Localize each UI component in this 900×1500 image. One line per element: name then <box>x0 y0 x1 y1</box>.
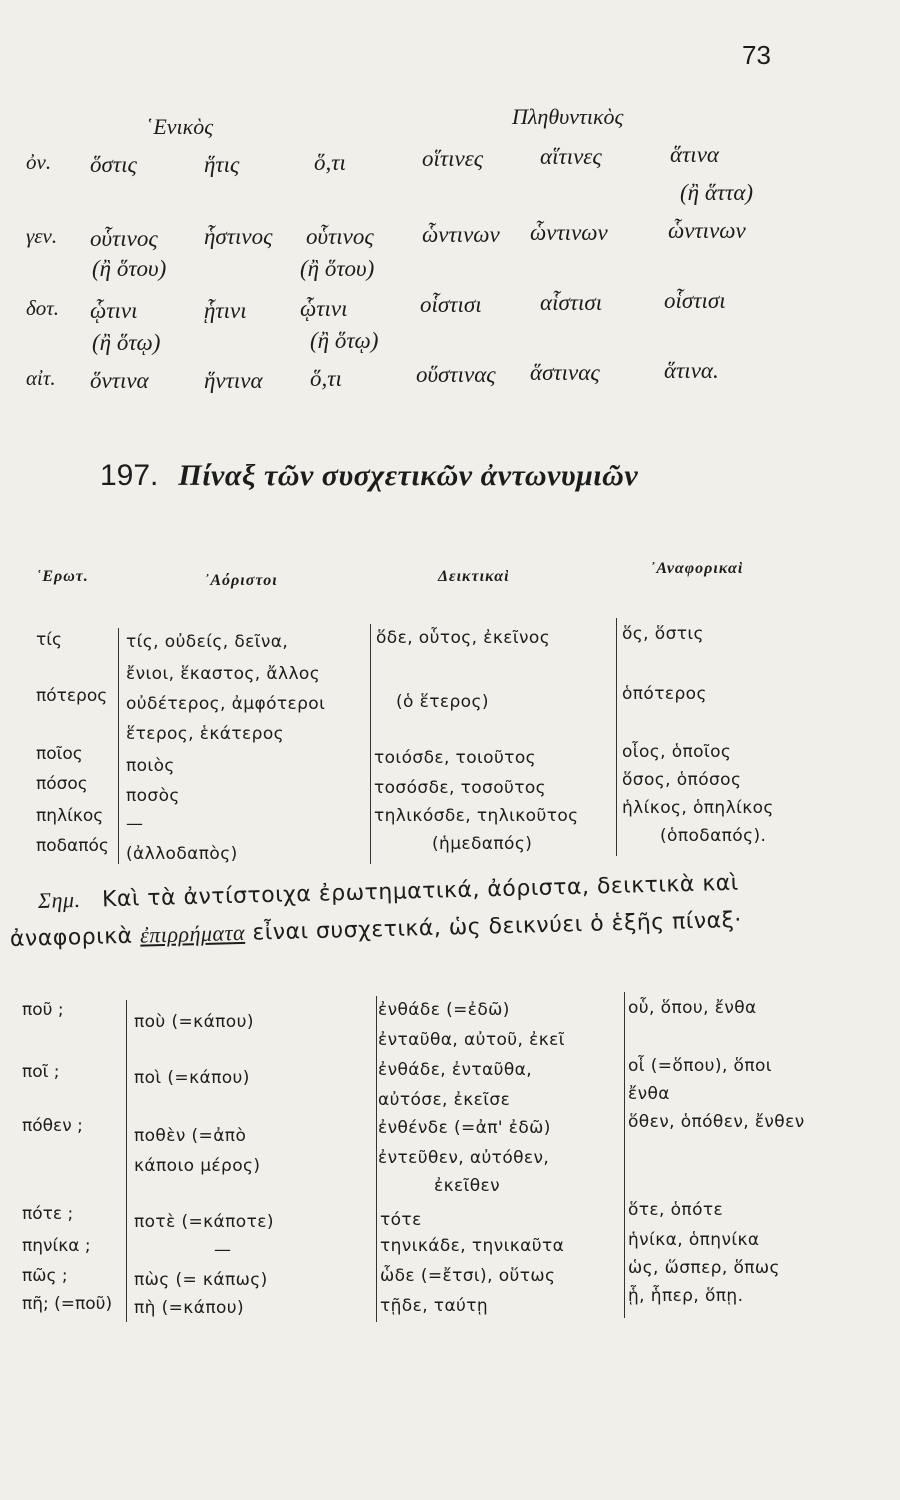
pronoun-form: ὧντινων <box>530 220 608 245</box>
interrogative-word: τίς <box>36 630 62 650</box>
demonstrative-entry: (ἡμεδαπός) <box>432 834 533 854</box>
pronoun-form: ὅντινα <box>90 368 149 393</box>
column-divider <box>370 624 371 864</box>
pronoun-form: ἥτις <box>204 152 240 177</box>
case-label: γεν. <box>26 224 58 248</box>
pronoun-form: ἅτινα. <box>664 358 719 383</box>
relative-entry: ὅτε, ὁπότε <box>628 1200 724 1220</box>
pronoun-form: αἵτινες <box>540 144 602 169</box>
column-divider <box>624 992 625 1318</box>
demonstrative-entry: τηλικόσδε, τηλικοῦτος <box>374 806 579 826</box>
demonstrative-entry: (ὁ ἕτερος) <box>396 692 489 712</box>
relative-entry: ἡνίκα, ὁπηνίκα <box>628 1230 760 1250</box>
indefinite-entry: πὴ (=κάπου) <box>134 1298 245 1318</box>
pronoun-form: ᾧτινι <box>90 298 138 323</box>
demonstrative-entry: τῇδε, ταύτῃ <box>380 1296 489 1316</box>
demonstrative-entry: τηνικάδε, τηνικαῦτα <box>380 1236 565 1256</box>
interrogative-word: πότερος <box>36 686 108 706</box>
pronoun-form: οἷστισι <box>664 288 726 313</box>
interrogative-word: πόθεν ; <box>22 1116 83 1136</box>
interrogative-word: πότε ; <box>22 1204 74 1224</box>
pronoun-form: ὅστις <box>90 152 137 177</box>
alternate-form: (ἢ ὅτῳ) <box>92 330 161 355</box>
relative-entry: ὡς, ὥσπερ, ὅπως <box>628 1258 780 1278</box>
note-line-2a: ἀναφορικὰ <box>9 923 133 952</box>
relative-entry: ἡλίκος, ὁπηλίκος <box>622 798 774 818</box>
interrogative-word: ποῦ ; <box>22 1000 64 1020</box>
pronoun-form: ὅ,τι <box>310 366 342 391</box>
pronoun-form: οἷστισι <box>420 292 482 317</box>
interrogative-word: πηλίκος <box>36 806 104 826</box>
indefinite-entry: ποιὸς <box>126 756 175 776</box>
pronoun-form: οὗτινος <box>90 226 158 251</box>
demonstrative-entry: τοιόσδε, τοιοῦτος <box>374 748 536 768</box>
header-plural: Πληθυντικὸς <box>512 104 624 129</box>
indefinite-entry: — <box>214 1240 232 1260</box>
pronoun-form: οἵτινες <box>422 146 484 171</box>
indefinite-entry: ἔνιοι, ἕκαστος, ἄλλος <box>126 664 321 684</box>
pronoun-form: ᾗτινι <box>204 298 247 323</box>
note-line-1: Καὶ τὰ ἀντίστοιχα ἐρωτηματικά, ἀόριστα, δεικτικὰ καὶ <box>101 870 740 913</box>
interrogative-word: πόσος <box>36 774 88 794</box>
indefinite-entry: ἕτερος, ἑκάτερος <box>126 724 284 744</box>
pronoun-form: ἥντινα <box>204 368 263 393</box>
pronoun-form: οὗτινος <box>306 224 374 249</box>
alternate-form: (ἢ ἅττα) <box>680 180 754 205</box>
pronoun-form: ᾧτινι <box>300 296 348 321</box>
pronoun-form: οὕστινας <box>416 362 496 387</box>
alternate-form: (ἢ ὅτῳ) <box>310 328 379 353</box>
alternate-form: (ἢ ὅτου) <box>300 256 375 281</box>
indefinite-entry: ποτὲ (=κάποτε) <box>134 1212 274 1232</box>
pronoun-form: ὧντινων <box>422 222 500 247</box>
relative-entry: οἷος, ὁποῖος <box>622 742 732 762</box>
demonstrative-entry: ὧδε (=ἔτσι), οὕτως <box>380 1266 556 1286</box>
relative-entry: ὅς, ὅστις <box>622 624 704 644</box>
indefinite-entry: πὼς (= κάπως) <box>134 1270 268 1290</box>
indefinite-entry: ποὶ (=κάπου) <box>134 1068 250 1088</box>
interrogative-word: πηνίκα ; <box>22 1236 91 1256</box>
demonstrative-entry: αὐτόσε, ἐκεῖσε <box>378 1090 511 1110</box>
relative-entry: ὅθεν, ὁπόθεν, ἔνθεν <box>628 1112 805 1132</box>
indefinite-entry: κάποιο μέρος) <box>134 1156 261 1176</box>
relative-entry: οἷ (=ὅπου), ὅποι <box>628 1056 772 1076</box>
section-number: 197. <box>100 459 159 492</box>
indefinite-entry: ποθὲν (=ἀπὸ <box>134 1126 247 1146</box>
indefinite-entry: (ἀλλοδαπὸς) <box>126 844 238 864</box>
case-label: δοτ. <box>26 296 60 320</box>
indefinite-entry: ποὺ (=κάπου) <box>134 1012 254 1032</box>
column-divider <box>118 628 119 864</box>
indefinite-entry: τίς, οὐδείς, δεῖνα, <box>126 632 289 652</box>
section-title: Πίναξ τῶν συσχετικῶν ἀντωνυμιῶν <box>178 459 639 492</box>
relative-entry: (ὁποδαπός). <box>660 826 767 846</box>
demonstrative-entry: ἐκεῖθεν <box>434 1176 501 1196</box>
demonstrative-entry: ἐντεῦθεν, αὐτόθεν, <box>378 1148 550 1168</box>
demonstrative-entry: ἐνθάδε, ἐνταῦθα, <box>378 1060 533 1080</box>
pronoun-form: ἧστινος <box>204 224 273 249</box>
note-line-2b: ἐπιρρήματα <box>139 919 246 948</box>
page-number: 73 <box>742 40 771 70</box>
demonstrative-entry: ἐνταῦθα, αὐτοῦ, ἐκεῖ <box>378 1030 565 1050</box>
relative-entry: ᾗ, ἧπερ, ὅπῃ. <box>628 1286 744 1306</box>
section-heading <box>100 458 638 493</box>
demonstrative-entry: ἐνθάδε (=ἐδῶ) <box>378 1000 510 1020</box>
relative-entry: ὁπότερος <box>622 684 707 704</box>
column-divider <box>126 1000 127 1322</box>
note-line-2c: εἶναι συσχετικά, ὡς δεικνύει ὁ ἑξῆς πίναξ· <box>252 907 743 946</box>
demonstrative-entry: τοσόσδε, τοσοῦτος <box>374 778 547 798</box>
interrogative-word: ποῖος <box>36 744 83 764</box>
pronoun-form: ὧντινων <box>668 218 746 243</box>
indefinite-entry: ποσὸς <box>126 786 180 806</box>
pronoun-form: ὅ,τι <box>314 150 346 175</box>
interrogative-word: ποδαπός <box>36 836 109 856</box>
relative-entry: οὗ, ὅπου, ἔνθα <box>628 998 757 1018</box>
relative-entry: ἔνθα <box>628 1084 670 1104</box>
column-header: ῾Ερωτ. <box>36 568 89 585</box>
column-header: Δεικτικαὶ <box>438 568 510 585</box>
interrogative-word: ποῖ ; <box>22 1062 60 1082</box>
column-header: ᾿Αόριστοι <box>204 572 278 589</box>
demonstrative-entry: ἐνθένδε (=ἀπ' ἐδῶ) <box>378 1118 551 1138</box>
interrogative-word: πῆ; (=ποῦ) <box>22 1294 113 1314</box>
alternate-form: (ἢ ὅτου) <box>92 256 167 281</box>
column-divider <box>616 618 617 856</box>
column-divider <box>376 996 377 1322</box>
indefinite-entry: οὐδέτερος, ἀμφότεροι <box>126 694 326 714</box>
case-label: αἰτ. <box>26 366 56 390</box>
pronoun-form: αἷστισι <box>540 290 603 315</box>
relative-entry: ὅσος, ὁπόσος <box>622 770 742 790</box>
case-label: ὀν. <box>26 150 52 174</box>
note-label: Σημ. <box>37 886 81 913</box>
column-header: ᾿Αναφορικαὶ <box>650 560 744 577</box>
demonstrative-entry: τότε <box>380 1210 422 1230</box>
interrogative-word: πῶς ; <box>22 1266 68 1286</box>
indefinite-entry: — <box>126 814 144 834</box>
pronoun-form: ἅστινας <box>530 360 600 385</box>
header-singular: ῾Ενικὸς <box>146 114 214 139</box>
demonstrative-entry: ὅδε, οὗτος, ἐκεῖνος <box>376 628 551 648</box>
pronoun-form: ἅτινα <box>670 142 719 167</box>
